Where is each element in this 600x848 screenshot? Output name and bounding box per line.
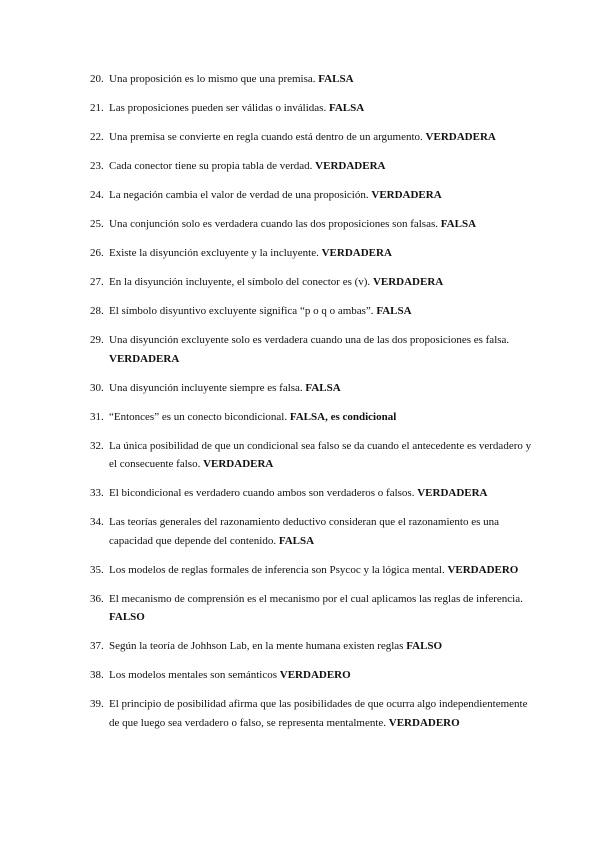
list-item [90,331,535,368]
item-body [109,666,535,685]
list-item [90,637,535,656]
item-number: 37. [90,640,104,652]
item-text: El símbolo disyuntivo excluyente significa “p o q o ambas”. [109,305,374,317]
item-answer: FALSA [440,218,477,230]
item-body [109,186,535,205]
item-number: 21. [90,102,104,114]
item-body [109,437,535,474]
item-text: Las teorías generales del razonamiento deductivo consideran que el razonamiento es una capacidad que depende del contenido. [109,516,500,547]
item-answer: VERDADERA [203,458,274,470]
item-number: 38. [90,669,104,681]
item-number: 30. [90,381,104,394]
item-answer: FALSA [318,73,354,85]
list-item [90,273,535,292]
list-item [90,186,535,205]
item-answer: VERDADERO [447,563,519,576]
item-body [109,695,535,732]
list-item [90,157,535,176]
item-text: La negación cambia el valor de verdad de una proposición. [109,189,369,201]
item-answer: FALSA [278,534,315,547]
item-answer: VERDADERA [372,276,444,288]
item-number: 20. [90,73,104,85]
item-body [109,70,535,89]
list-item [90,513,535,550]
list-item [90,244,535,263]
list-item [90,99,535,118]
item-answer: VERDADERA [371,189,442,201]
item-text: Una disyunción excluyente solo es verdadera cuando una de las dos proposiciones es falsa. [109,334,510,346]
item-body [109,590,535,627]
item-number: 32. [90,439,104,452]
item-body [109,273,535,292]
item-text: En la disyunción incluyente, el símbolo del conector es (v). [109,276,371,288]
item-text: Una premisa se convierte en regla cuando está dentro de un argumento. [109,131,423,143]
item-body [109,331,535,368]
item-body [109,302,535,321]
list-item [90,484,535,503]
item-number: 27. [90,276,104,288]
item-body [109,561,535,580]
item-number: 24. [90,189,104,201]
list-item [90,70,535,89]
item-body [109,484,535,503]
item-number: 33. [90,487,104,499]
item-text: Una disyunción incluyente siempre es falsa. [109,381,303,394]
item-body [109,128,535,147]
item-text: La única posibilidad de que un condicional sea falso se da cuando el antecedente es verdadero y el consecuente falso. [109,439,532,470]
item-number: 39. [90,698,104,710]
item-body [109,99,535,118]
list-item [90,379,535,398]
item-answer: FALSO [406,640,443,652]
item-body [109,637,535,656]
item-number: 36. [90,592,104,605]
item-answer: VERDADERO [388,716,460,729]
item-answer: VERDADERO [279,669,351,681]
item-number: 25. [90,218,104,230]
list-item [90,302,535,321]
list-item [90,215,535,234]
item-answer: FALSA [328,102,365,114]
item-text: Los modelos mentales son semánticos [109,669,278,681]
item-text: El bicondicional es verdadero cuando ambos son verdaderos o falsos. [109,487,415,499]
item-number: 22. [90,131,104,143]
item-number: 23. [90,160,104,172]
list-item [90,590,535,627]
item-body [109,513,535,550]
item-answer: VERDADERA [109,352,180,365]
item-answer: VERDADERA [315,160,386,172]
item-answer: FALSO [109,611,145,623]
item-number: 29. [90,334,104,346]
item-answer: FALSA, es condicional [289,410,397,423]
list-item [90,128,535,147]
item-text: “Entonces” es un conecto bicondicional. [109,410,288,423]
item-body [109,215,535,234]
item-text: Según la teoría de Johhson Lab, en la mente humana existen reglas [109,640,404,652]
list-item [90,437,535,474]
item-answer: VERDADERA [425,131,496,143]
item-text: Existe la disyunción excluyente y la incluyente. [109,247,319,259]
list-item [90,666,535,685]
item-answer: FALSA [305,381,341,394]
item-number: 28. [90,305,104,317]
item-text: El mecanismo de comprensión es el mecanismo por el cual aplicamos las reglas de inferencia. [109,592,523,605]
item-body [109,244,535,263]
list-item [90,695,535,732]
item-answer: VERDADERA [321,247,392,259]
item-text: El principio de posibilidad afirma que las posibilidades de que ocurra algo independientemente de que luego sea verdadero o falso, se representa mentalmente. [109,698,528,729]
item-number: 35. [90,563,104,576]
item-body [109,157,535,176]
item-number: 26. [90,247,104,259]
item-text: Los modelos de reglas formales de inferencia son Psycoc y la lógica mental. [109,563,445,576]
list-item [90,561,535,580]
item-text: Cada conector tiene su propia tabla de verdad. [109,160,313,172]
item-text: Una conjunción solo es verdadera cuando las dos proposiciones son falsas. [109,218,439,230]
item-text: Las proposiciones pueden ser válidas o inválidas. [109,102,327,114]
item-answer: VERDADERA [417,487,488,499]
item-text: Una proposición es lo mismo que una premisa. [109,73,316,85]
list-item [90,408,535,427]
item-number: 31. [90,410,104,423]
item-answer: FALSA [376,305,412,317]
item-body [109,408,535,427]
item-number: 34. [90,516,104,528]
question-list [90,70,535,743]
item-body [109,379,535,398]
